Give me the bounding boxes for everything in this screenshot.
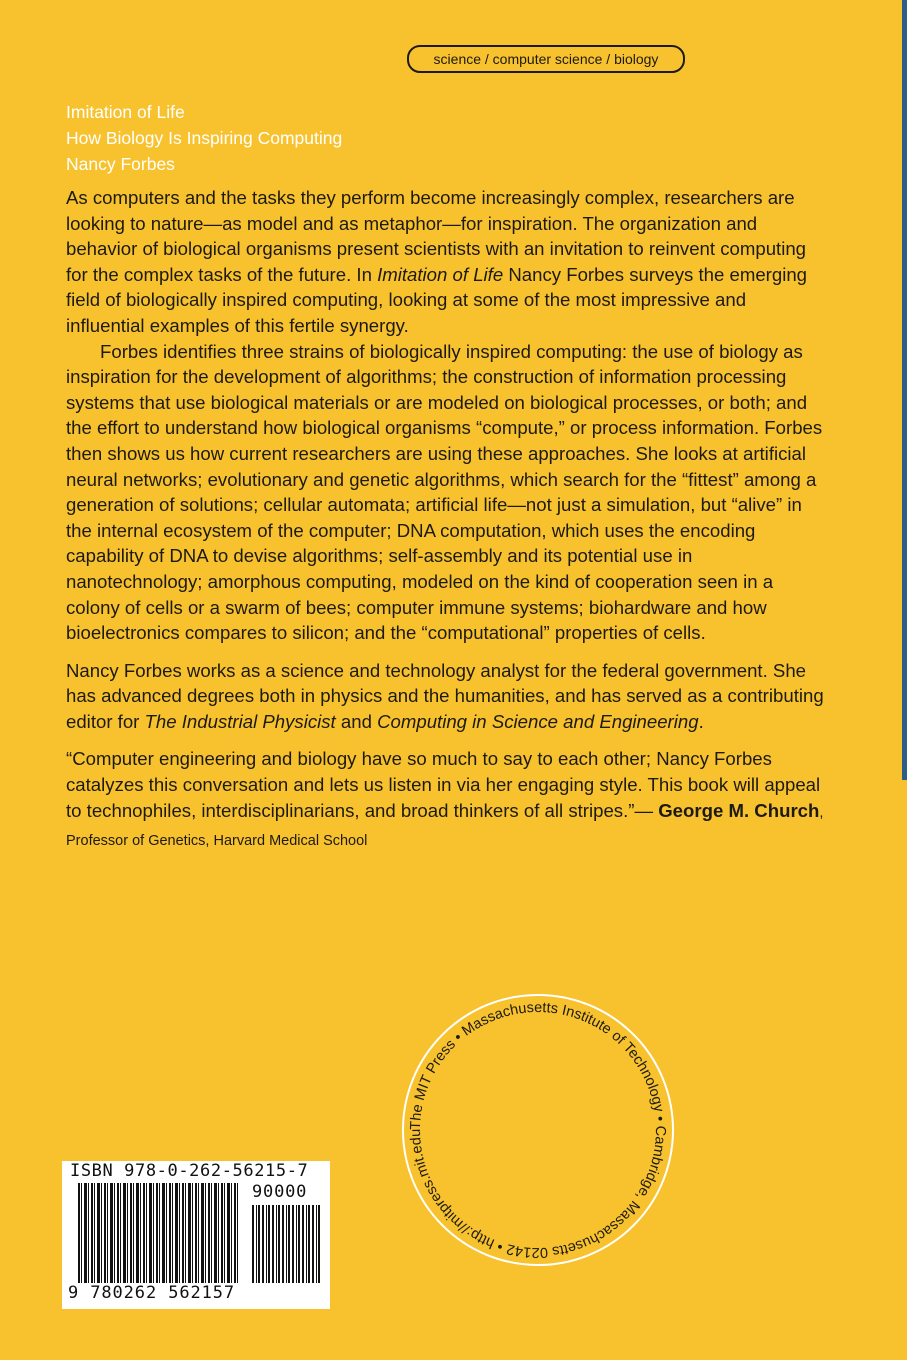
book-author: Nancy Forbes — [66, 154, 175, 174]
title-block — [66, 99, 342, 177]
price-barcode-bars — [252, 1205, 322, 1283]
ean-number: 9 780262 562157 — [68, 1283, 236, 1303]
book-title: Imitation of Life — [66, 102, 185, 122]
book-title-italic: Imitation of Life — [377, 263, 504, 285]
endorser-name: George M. Church — [658, 799, 820, 821]
description-paragraph-1: As computers and the tasks they perform become increasingly complex, researchers are looking to nature—as model and as metaphor—for inspiration. The organization and behavior of biological organisms present scientists with an invitation to reinvent computing for the complex tasks of the future. In Imitation of Life Nancy Forbes surveys the emerging field of biologically inspired computing, looking at some of the most impressive and influential examples of this fertile synergy. — [66, 187, 808, 336]
publication-1: The Industrial Physicist — [144, 710, 336, 732]
endorsement — [66, 746, 826, 854]
barcode-bars — [78, 1183, 240, 1283]
description-paragraph-2: Forbes identifies three strains of biologically inspired computing: the use of biology as inspiration for the development of algorithms; the construction of information processing systems that use biological materials or are modeled on biological processes, or both; and the effort to understand how biological organisms “compute,” or process information. Forbes then shows us how current researchers are using these approaches. She looks at artificial neural networks; evolutionary and genetic algorithms, which search for the “fittest” among a generation of solutions; cellular automata; artificial life—not just a simulation, but “alive” in the internal ecosystem of the computer; DNA computation, which uses the encoding capability of DNA to devise algorithms; self-assembly and its potential use in nanotechnology; amorphous computing, modeled on the kind of cooperation seen in a colony of cells or a swarm of bees; computer immune systems; biohardware and how bioelectronics compares to silicon; and the “computational” properties of cells. — [66, 340, 823, 644]
category-badge: science / computer science / biology — [407, 45, 685, 73]
endorsement-quote: “Computer engineering and biology have so much to say to each other; Nancy Forbes catalyzes this conversation and lets us listen in via her engaging style. This book will appeal to technophiles, interdisciplinarians, and broad thinkers of all stripes.”— — [66, 748, 821, 821]
book-subtitle: How Biology Is Inspiring Computing — [66, 128, 343, 148]
author-bio: Nancy Forbes works as a science and technology analyst for the federal government. She has advanced degrees both in physics and the humanities, and has served as a contributing editor for The Industrial Physicist and Computing in Science and Engineering. — [66, 659, 824, 732]
price-code: 90000 — [252, 1182, 308, 1202]
description-copy — [66, 185, 826, 855]
isbn-number: ISBN 978-0-262-56215-7 — [70, 1161, 309, 1181]
publication-2: Computing in Science and Engineering — [377, 710, 699, 732]
endorser-affiliation: , Professor of Genetics, Harvard Medical School — [66, 804, 824, 850]
mit-press-seal — [388, 980, 688, 1280]
seal-text: The MIT Press • Massachusetts Institute of Technology • Cambridge, Massachusetts 02142 • http://mitpress.mit.edu — [407, 999, 669, 1261]
spine-edge-strip — [902, 0, 907, 780]
isbn-barcode — [62, 1161, 330, 1309]
